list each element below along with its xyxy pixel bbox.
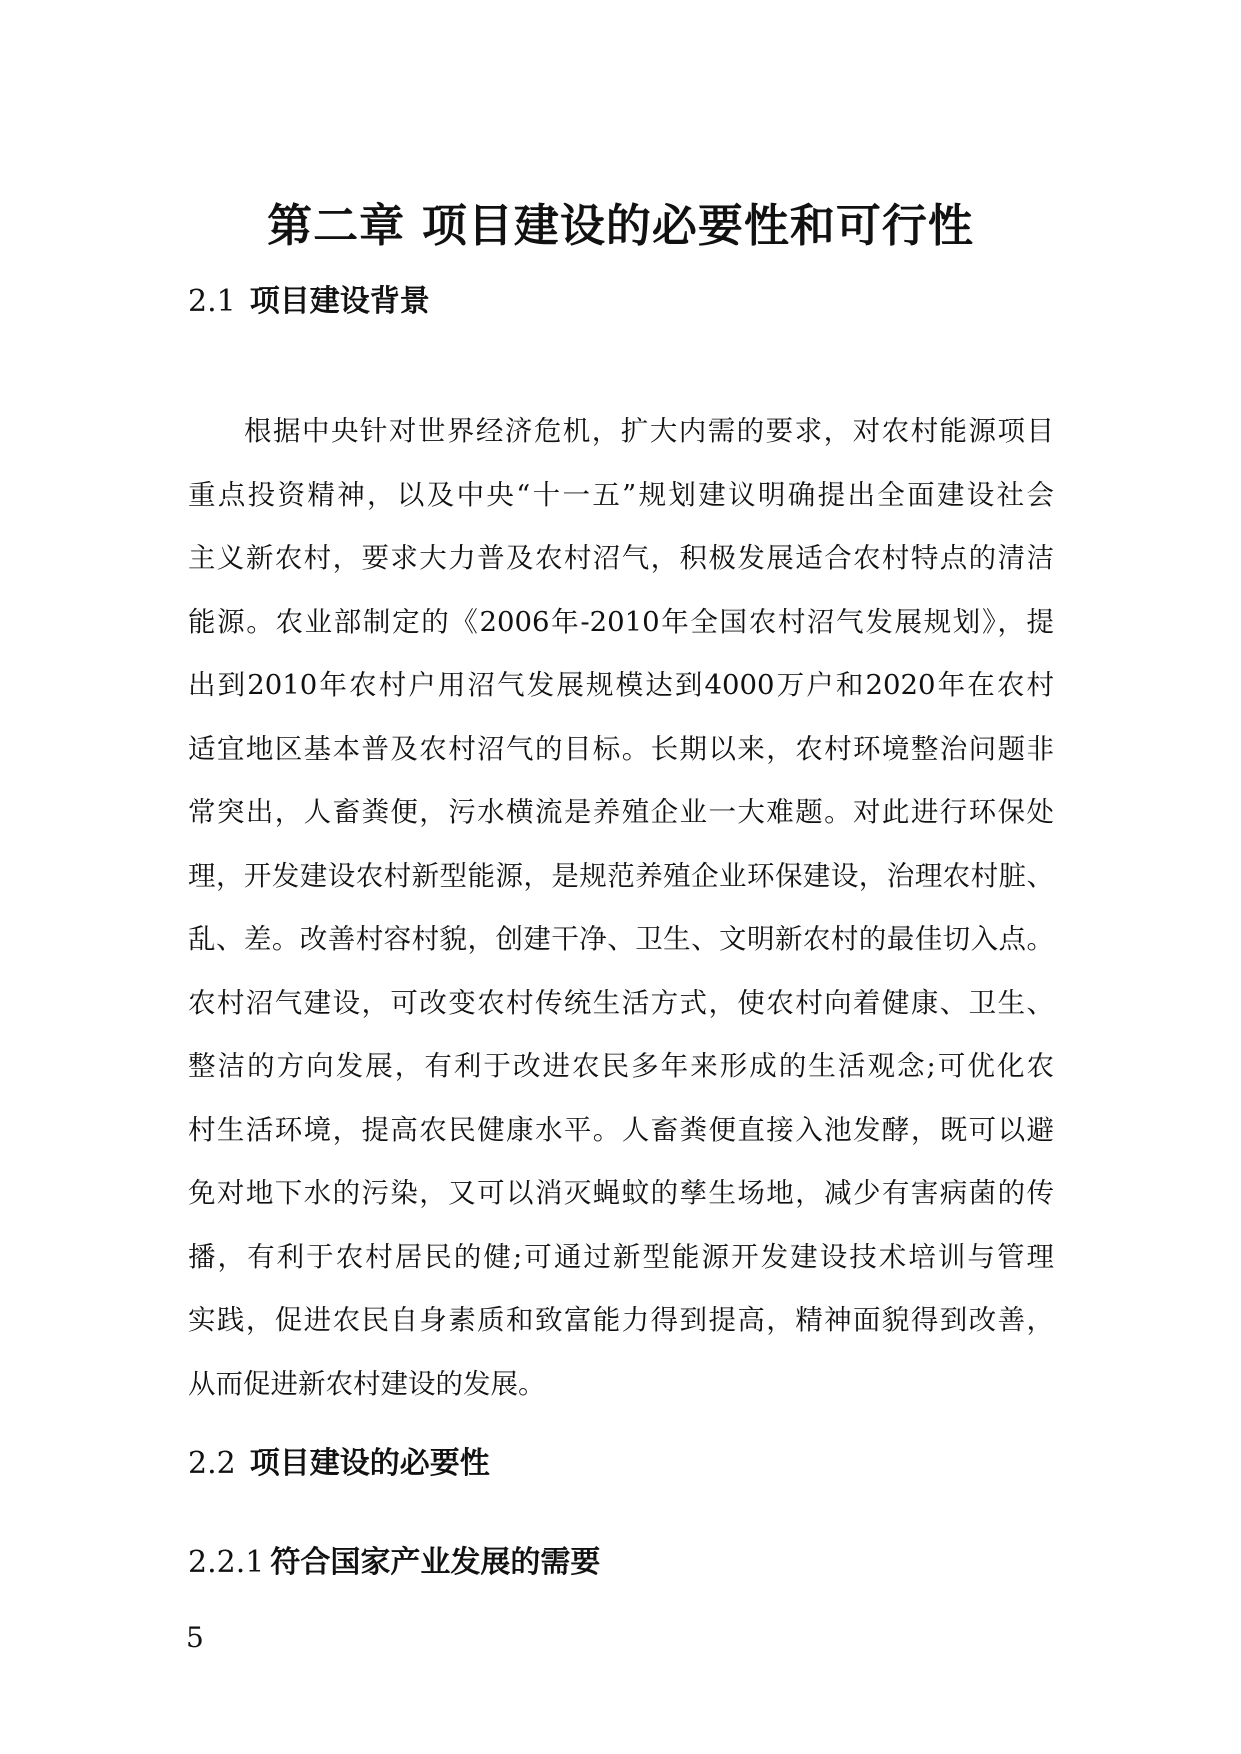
page-number: 5 bbox=[186, 1621, 204, 1654]
section-title: 项目建设背景 bbox=[249, 284, 430, 319]
paragraph-line: 常突出，人畜粪便，污水横流是养殖企业一大难题。对此进行环保处 bbox=[188, 796, 1054, 828]
section-number: 2.2.1 bbox=[188, 1545, 265, 1580]
paragraph-line: 能源。农业部制定的《2006年-2010年全国农村沼气发展规划》，提 bbox=[188, 605, 1054, 638]
paragraph-line: 理，开发建设农村新型能源，是规范养殖企业环保建设，治理农村脏、 bbox=[188, 859, 1054, 892]
section-heading-2-1 bbox=[188, 282, 430, 322]
section-heading-2-2 bbox=[188, 1444, 490, 1484]
section-number: 2.1 bbox=[188, 284, 236, 319]
paragraph-line: 出到2010年农村户用沼气发展规模达到4000万户和2020年在农村 bbox=[188, 669, 1054, 701]
section-heading-2-2-1 bbox=[188, 1543, 600, 1583]
paragraph-line: 根据中央针对世界经济危机，扩大内需的要求，对农村能源项目 bbox=[244, 415, 1054, 447]
paragraph-line: 农村沼气建设，可改变农村传统生活方式，使农村向着健康、卫生、 bbox=[188, 986, 1054, 1019]
section-title: 项目建设的必要性 bbox=[249, 1446, 490, 1481]
section-title: 符合国家产业发展的需要 bbox=[270, 1545, 601, 1580]
paragraph-line: 免对地下水的污染，又可以消灭蝇蚊的孳生场地，减少有害病菌的传 bbox=[188, 1177, 1054, 1209]
paragraph-line: 从而促进新农村建设的发展。 bbox=[188, 1367, 546, 1400]
paragraph-line: 乱、差。改善村容村貌，创建干净、卫生、文明新农村的最佳切入点。 bbox=[188, 923, 1054, 955]
paragraph-line: 重点投资精神，以及中央“十一五”规划建议明确提出全面建设社会 bbox=[188, 478, 1054, 511]
paragraph-line: 村生活环境，提高农民健康水平。人畜粪便直接入池发酵，既可以避 bbox=[188, 1113, 1054, 1146]
paragraph-line: 整洁的方向发展，有利于改进农民多年来形成的生活观念;可优化农 bbox=[188, 1050, 1054, 1082]
paragraph-line: 适宜地区基本普及农村沼气的目标。长期以来，农村环境整治问题非 bbox=[188, 732, 1054, 765]
paragraph-line: 主义新农村，要求大力普及农村沼气，积极发展适合农村特点的清洁 bbox=[188, 542, 1054, 574]
chapter-title: 第二章 项目建设的必要性和可行性 bbox=[267, 199, 974, 252]
paragraph-line: 实践，促进农民自身素质和致富能力得到提高，精神面貌得到改善， bbox=[188, 1304, 1054, 1336]
body-paragraph bbox=[188, 400, 1054, 1416]
paragraph-line: 播，有利于农村居民的健;可通过新型能源开发建设技术培训与管理 bbox=[188, 1240, 1054, 1273]
section-number: 2.2 bbox=[188, 1446, 236, 1481]
